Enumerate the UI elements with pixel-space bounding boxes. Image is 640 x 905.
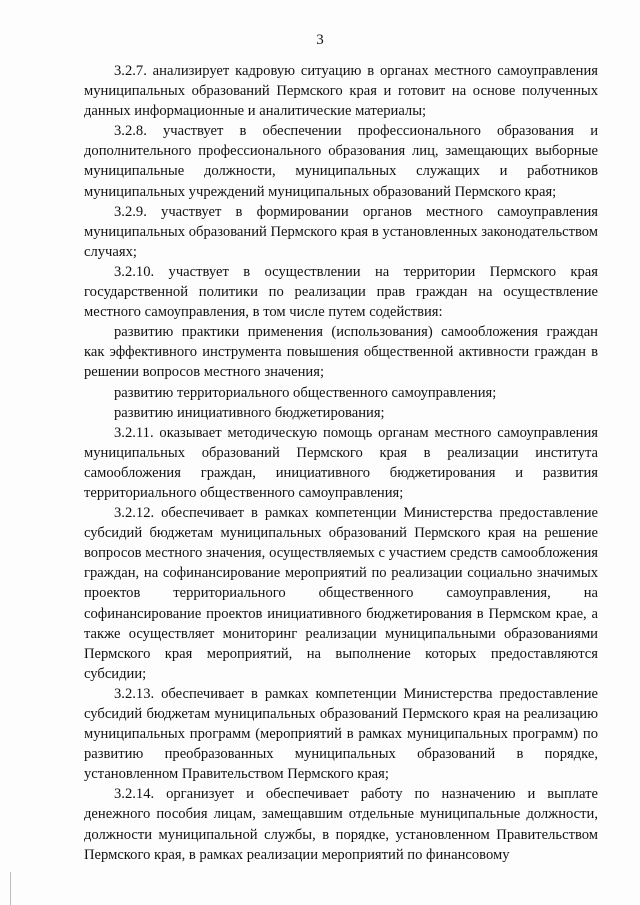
scan-edge-mark — [10, 872, 11, 905]
paragraph-territorial-self-government: развитию территориального общественного самоуправления; — [114, 384, 497, 401]
paragraph-3-2-11: 3.2.11. оказывает методическую помощь органам местного самоуправления муниципальных образований Пермского края в реализации института самообложения граждан, инициативного бюджетирования и развития территориального общественного самоуправления; — [84, 424, 598, 501]
paragraph-3-2-10: 3.2.10. участвует в осуществлении на территории Пермского края государственной политики по реализации прав граждан на осуществление местного самоуправления, в том числе путем содействия: — [84, 263, 598, 321]
paragraph-3-2-12: 3.2.12. обеспечивает в рамках компетенции Министерства предоставление субсидий бюджетам муниципальных образований Пермского края на решение вопросов местного значения, осуществляемых с участием средств самообложения граждан, на софинансирование мероприятий по реализации социально значимых проектов территориального общественного самоуправления, на софинансирование проектов инициативного бюджетирования в Пермском крае, а также осуществляет мониторинг реализации муниципальными образованиями Пермского края мероприятий, на выполнение которых предоставляются субсидии; — [84, 505, 598, 682]
paragraph-3-2-14: 3.2.14. организует и обеспечивает работу по назначению и выплате денежного пособия лицам, замещавшим отдельные муниципальные должности, должности муниципальной службы, в порядке, установленном Правительством Пермского края, в рамках реализации мероприятий по финансовому — [84, 786, 598, 863]
paragraph-3-2-8: 3.2.8. участвует в обеспечении профессионального образования и дополнительного профессионального образования лиц, замещающих выборные муниципальные должности, муниципальных служащих и работников муниципальных учреждений муниципальных образований Пермского края; — [84, 123, 598, 200]
page-number: 3 — [316, 32, 324, 48]
paragraph-initiative-budgeting: развитию инициативного бюджетирования; — [114, 404, 385, 421]
paragraph-3-2-7: 3.2.7. анализирует кадровую ситуацию в органах местного самоуправления муниципальных образований Пермского края и готовит на основе полученных данных информационные и аналитические материалы; — [84, 63, 598, 120]
document-body — [84, 61, 598, 865]
paragraph-3-2-9: 3.2.9. участвует в формировании органов местного самоуправления муниципальных образований Пермского края в установленных законодательством случаях; — [84, 203, 598, 260]
paragraph-self-taxation: развитию практики применения (использования) самообложения граждан как эффективного инструмента повышения общественной активности граждан в решении вопросов местного значения; — [84, 324, 598, 381]
paragraph-3-2-13: 3.2.13. обеспечивает в рамках компетенции Министерства предоставление субсидий бюджетам муниципальных образований Пермского края на реализацию муниципальных программ (мероприятий в рамках муниципальных программ) по развитию преобразованных муниципальных образований в порядке, установленном Правительством Пермского края; — [84, 685, 598, 783]
